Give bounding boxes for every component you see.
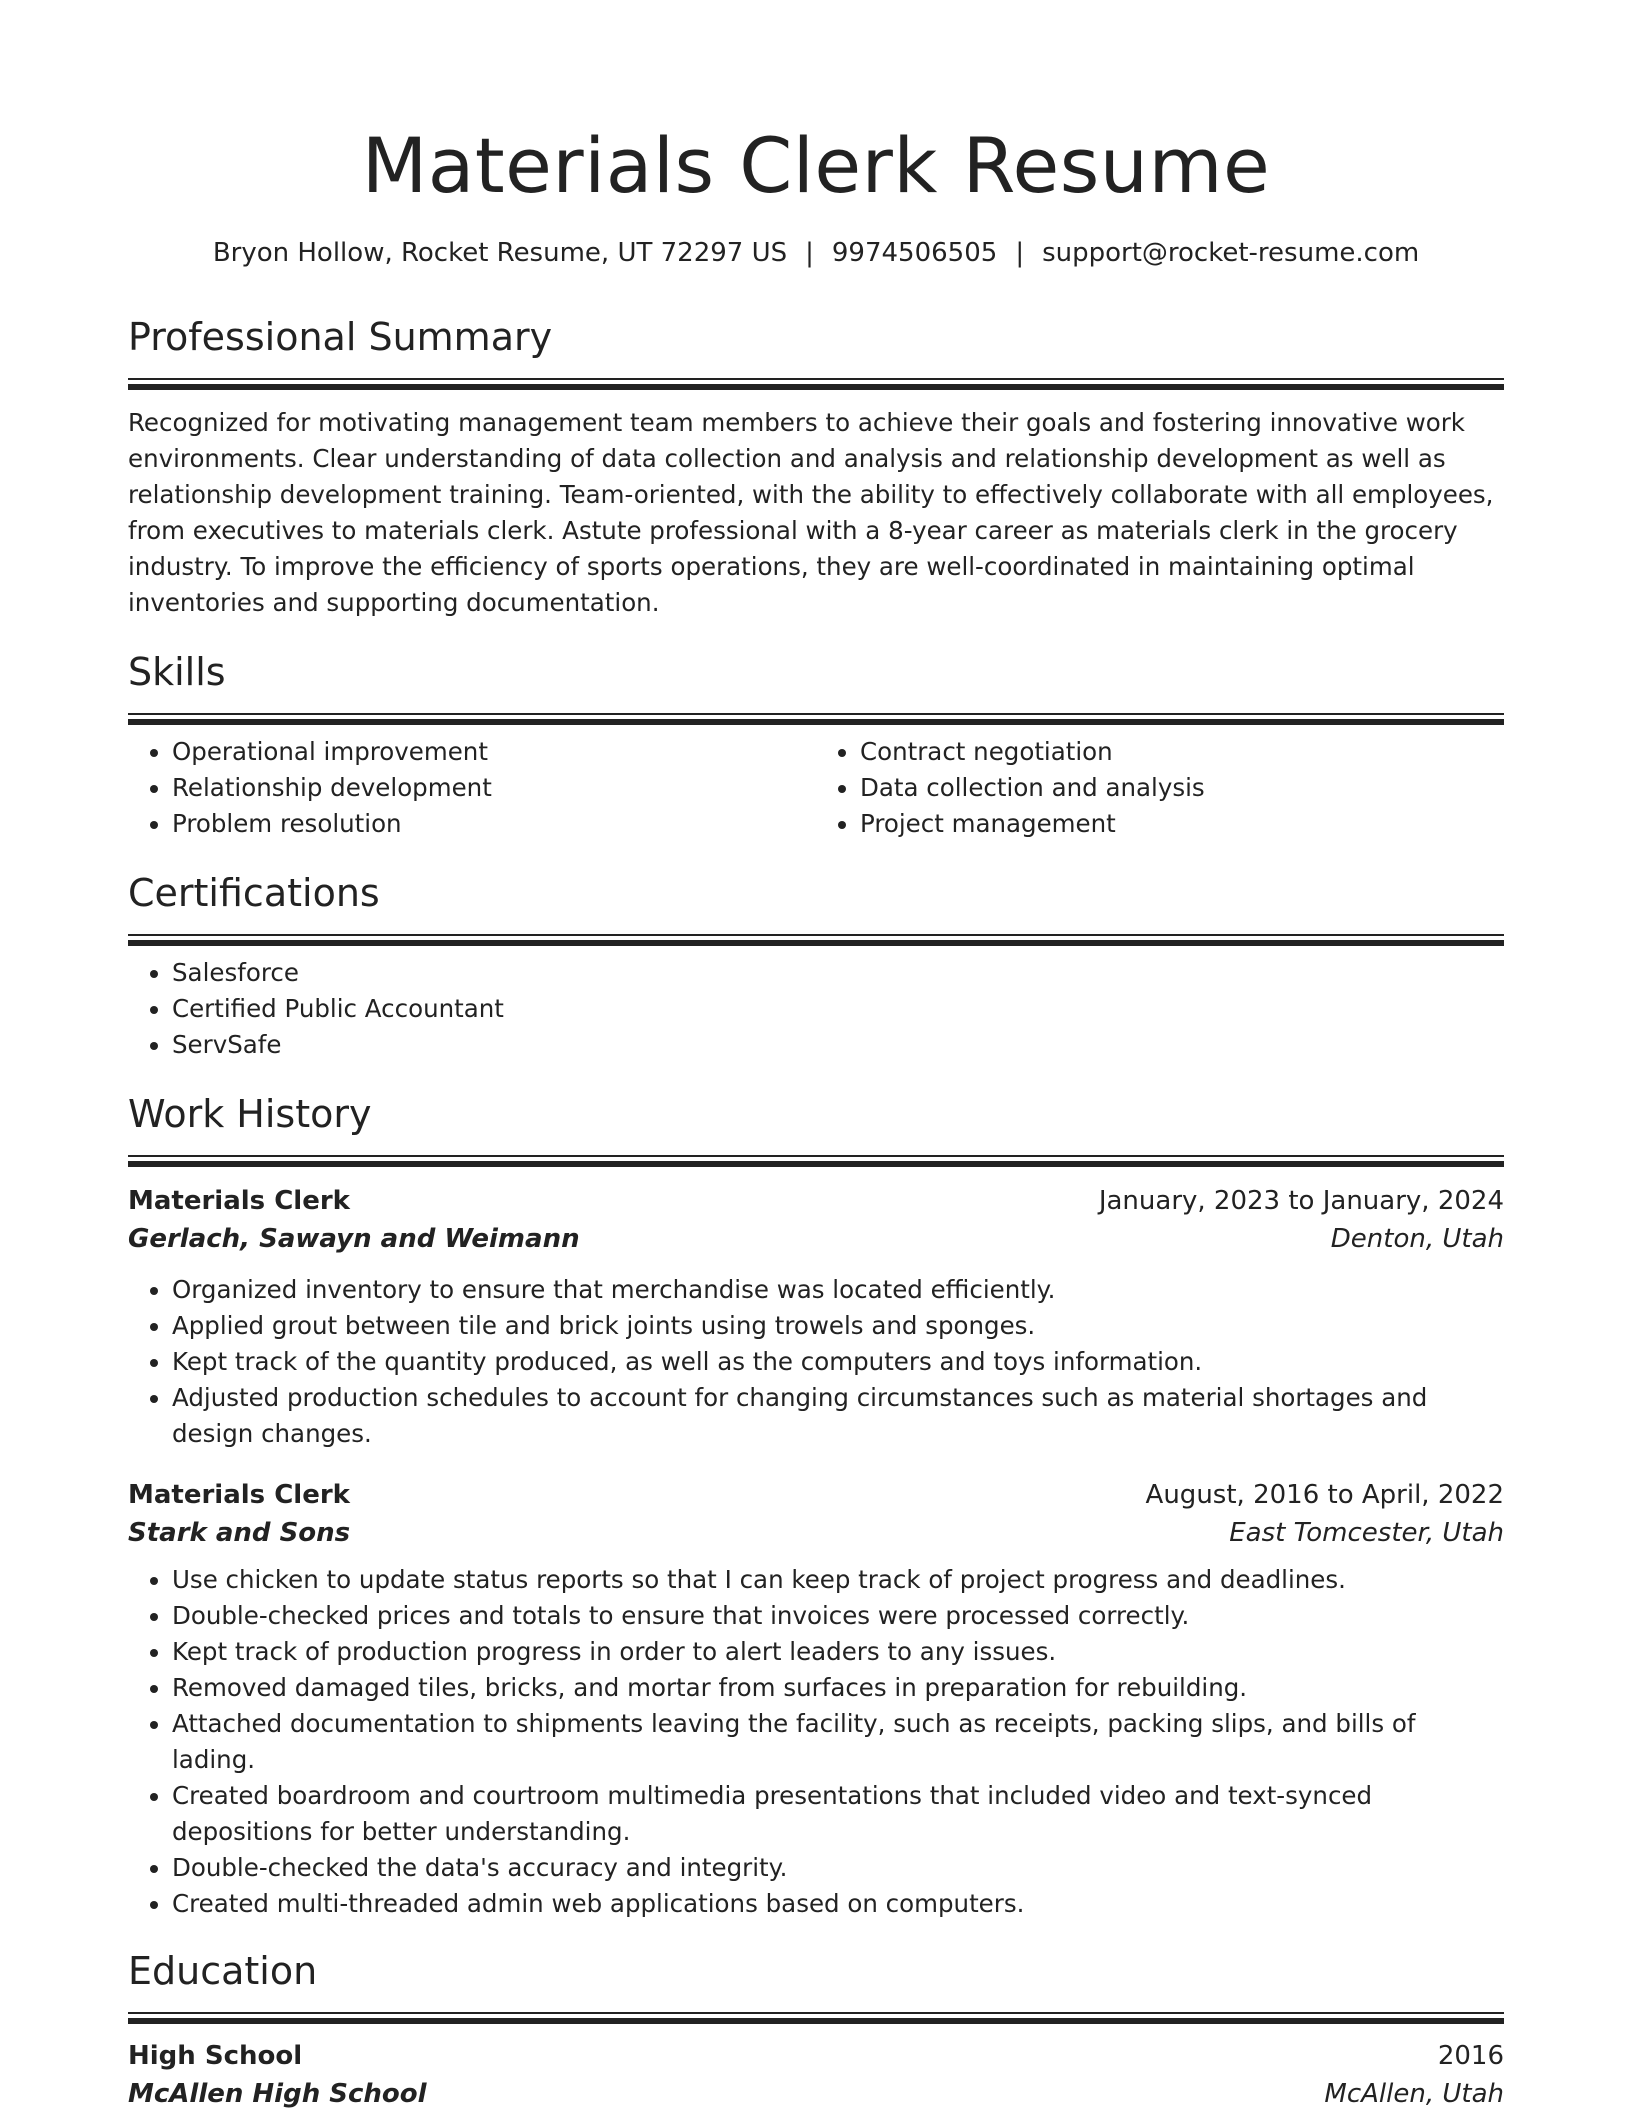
education-subheader <box>128 2075 1504 2113</box>
section-divider <box>128 713 1504 724</box>
job-bullet: • Kept track of production progress in order to alert leaders to any issues. <box>172 1634 1504 1670</box>
certifications-section <box>128 871 1504 1063</box>
skill-item: • Contract negotiation <box>860 734 1504 770</box>
job-bullet: • Created boardroom and courtroom multimedia presentations that included video and text-synced depositions for better understanding. <box>172 1778 1504 1850</box>
job-bullets <box>128 1562 1504 1922</box>
section-divider <box>128 2012 1504 2023</box>
summary-section <box>128 315 1504 621</box>
education-entry <box>128 2037 1504 2113</box>
job-location: East Tomcester, Utah <box>1229 1518 1504 1548</box>
job-entry <box>128 1476 1504 1922</box>
job-subheader <box>128 1220 1504 1258</box>
contact-email: support@rocket-resume.com <box>1042 238 1420 268</box>
job-bullet: • Kept track of the quantity produced, as well as the computers and toys information. <box>172 1344 1504 1380</box>
skills-left-list <box>128 734 816 842</box>
work-history-heading: Work History <box>128 1092 372 1136</box>
summary-heading: Professional Summary <box>128 315 553 359</box>
job-bullets <box>128 1272 1504 1452</box>
job-bullet: • Use chicken to update status reports so that I can keep track of project progress and deadlines. <box>172 1562 1504 1598</box>
contact-separator: | <box>1015 238 1025 268</box>
job-company: Gerlach, Sawayn and Weimann <box>128 1224 580 1254</box>
section-divider <box>128 378 1504 389</box>
work-history-section <box>128 1092 1504 1922</box>
skill-item: • Project management <box>860 806 1504 842</box>
skills-right-list <box>816 734 1504 842</box>
job-bullet: • Attached documentation to shipments leaving the facility, such as receipts, packing slips, and bills of lading. <box>172 1706 1504 1778</box>
skill-item: • Relationship development <box>172 770 816 806</box>
contact-line <box>128 238 1504 268</box>
job-bullet: • Adjusted production schedules to account for changing circumstances such as material shortages and design changes. <box>172 1380 1504 1452</box>
job-title: Materials Clerk <box>128 1186 350 1216</box>
job-bullet: • Created multi-threaded admin web applications based on computers. <box>172 1886 1504 1922</box>
job-title: Materials Clerk <box>128 1480 350 1510</box>
education-year: 2016 <box>1437 2041 1504 2071</box>
job-bullet: • Double-checked the data's accuracy and integrity. <box>172 1850 1504 1886</box>
section-divider <box>128 1155 1504 1166</box>
certification-item: • ServSafe <box>172 1027 1504 1063</box>
education-location: McAllen, Utah <box>1324 2079 1504 2109</box>
education-heading: Education <box>128 1949 318 1993</box>
job-dates: August, 2016 to April, 2022 <box>1145 1480 1504 1510</box>
resume-title: Materials Clerk Resume <box>361 121 1271 210</box>
summary-text: Recognized for motivating management team members to achieve their goals and fostering innovative work environments. Clear understanding of data collection and analysis and relationship development as well as relationship development training. Team-oriented, with the ability to effectively collaborate with all employees, from executives to materials clerk. Astute professional with a 8-year career as materials clerk in the grocery industry. To improve the efficiency of sports operations, they are well-coordinated in maintaining optimal inventories and supporting documentation. <box>128 408 1494 617</box>
job-header <box>128 1476 1504 1514</box>
skills-heading: Skills <box>128 650 226 694</box>
certifications-heading: Certifications <box>128 871 380 915</box>
skill-item: • Operational improvement <box>172 734 816 770</box>
skill-item: • Problem resolution <box>172 806 816 842</box>
certification-item: • Salesforce <box>172 955 1504 991</box>
education-school: McAllen High School <box>128 2079 427 2109</box>
job-subheader <box>128 1514 1504 1552</box>
job-bullet: • Double-checked prices and totals to ensure that invoices were processed correctly. <box>172 1598 1504 1634</box>
education-section <box>128 1949 1504 2113</box>
job-entry <box>128 1182 1504 1452</box>
job-header <box>128 1182 1504 1220</box>
contact-address: Bryon Hollow, Rocket Resume, UT 72297 US <box>212 238 788 268</box>
education-degree: High School <box>128 2041 303 2071</box>
skills-grid <box>128 724 1504 842</box>
certification-item: • Certified Public Accountant <box>172 991 1504 1027</box>
skill-item: • Data collection and analysis <box>860 770 1504 806</box>
section-divider <box>128 934 1504 945</box>
job-company: Stark and Sons <box>128 1518 351 1548</box>
job-bullet: • Removed damaged tiles, bricks, and mortar from surfaces in preparation for rebuilding. <box>172 1670 1504 1706</box>
skills-section <box>128 650 1504 842</box>
contact-separator: | <box>805 238 814 268</box>
education-header <box>128 2037 1504 2075</box>
contact-phone: 9974506505 <box>831 238 998 268</box>
certifications-list <box>128 955 1504 1063</box>
job-dates: January, 2023 to January, 2024 <box>1098 1186 1504 1216</box>
job-bullet: • Applied grout between tile and brick joints using trowels and sponges. <box>172 1308 1504 1344</box>
job-location: Denton, Utah <box>1330 1224 1504 1254</box>
job-bullet: • Organized inventory to ensure that merchandise was located efficiently. <box>172 1272 1504 1308</box>
